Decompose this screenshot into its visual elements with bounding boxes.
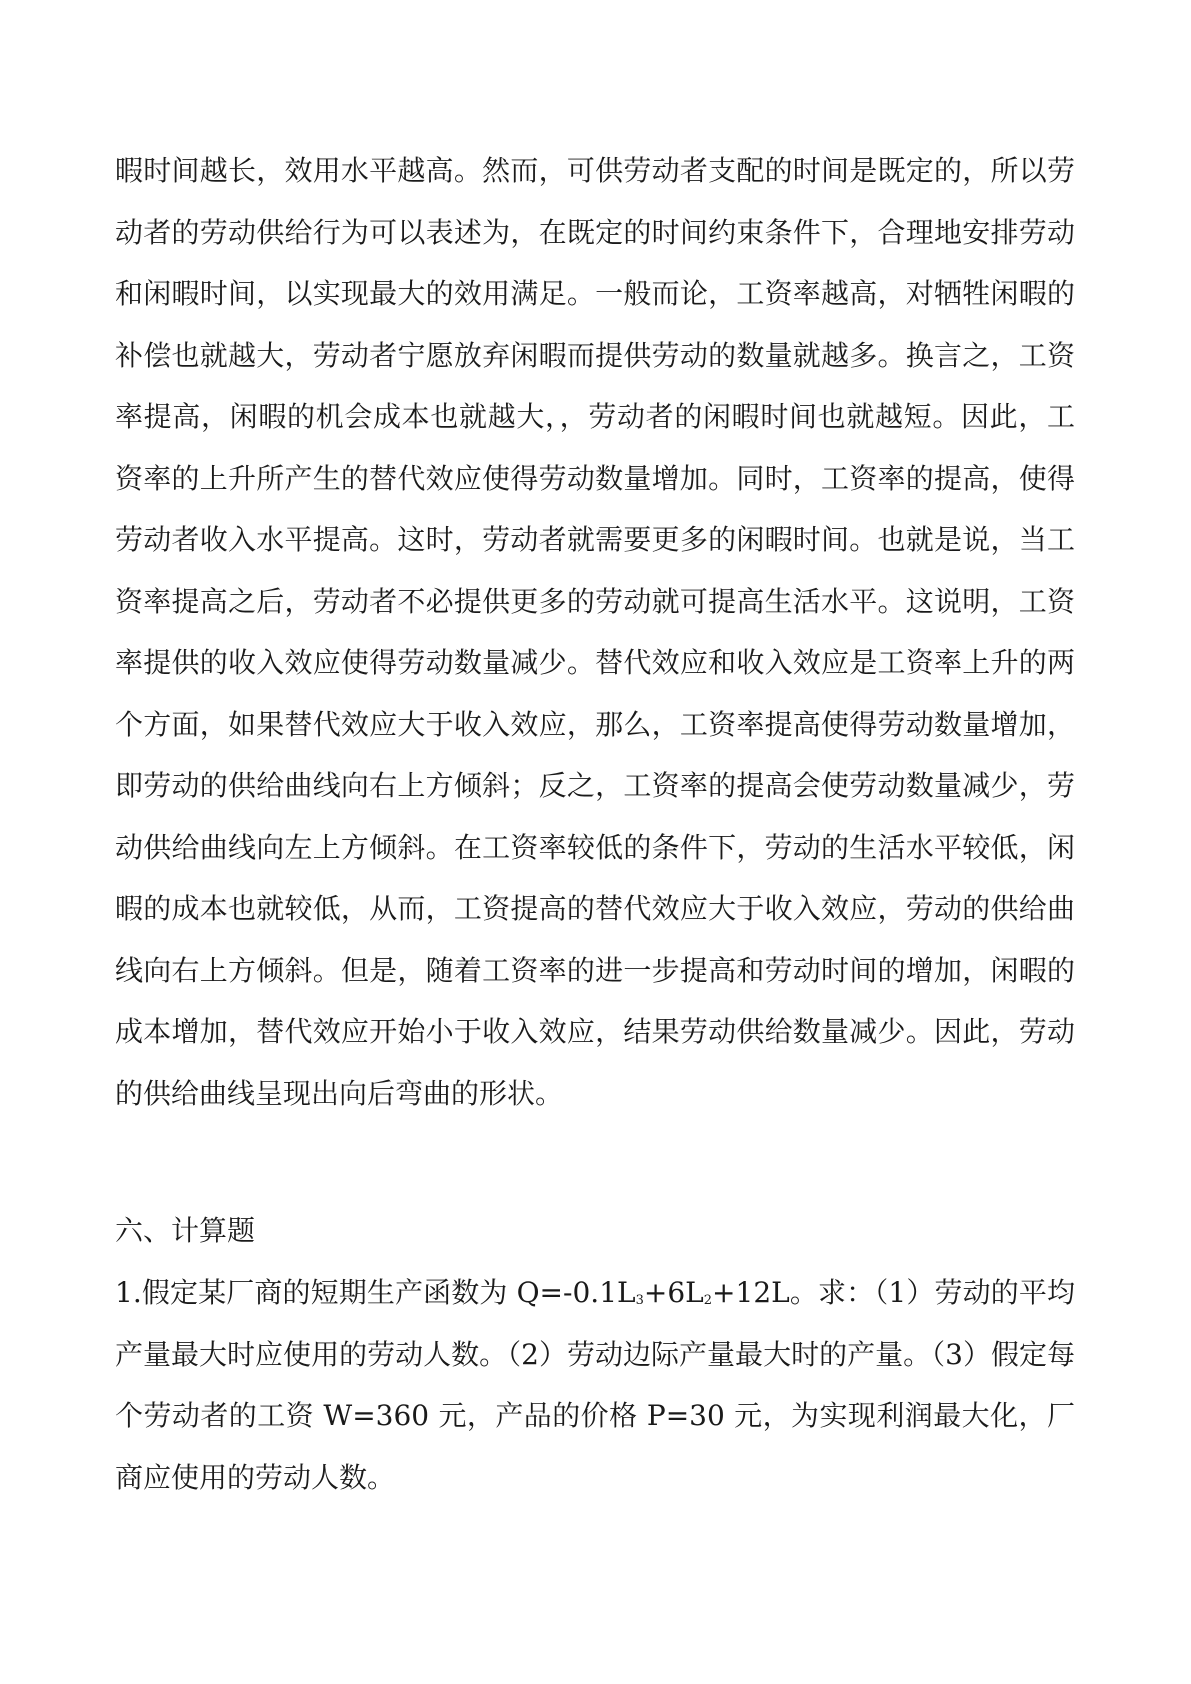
problem-paragraph <box>115 1262 1075 1508</box>
problem-term: +6L <box>643 1276 704 1309</box>
problem-intro: 1.假定某厂商的短期生产函数为 Q=-0.1L <box>115 1276 636 1309</box>
body-paragraph: 暇时间越长，效用水平越高。然而，可供劳动者支配的时间是既定的，所以劳动者的劳动供给行为可以表述为，在既定的时间约束条件下，合理地安排劳动和闲暇时间，以实现最大的效用满足。一般而论，工资率越高，对牺牲闲暇的补偿也就越大，劳动者宁愿放弃闲暇而提供劳动的数量就越多。换言之，工资率提高，闲暇的机会成本也就越大，，劳动者的闲暇时间也就越短。因此，工资率的上升所产生的替代效应使得劳动数量增加。同时，工资率的提高，使得劳动者收入水平提高。这时，劳动者就需要更多的闲暇时间。也就是说，当工资率提高之后，劳动者不必提供更多的劳动就可提高生活水平。这说明，工资率提供的收入效应使得劳动数量减少。替代效应和收入效应是工资率上升的两个方面，如果替代效应大于收入效应，那么，工资率提高使得劳动数量增加，即劳动的供给曲线向右上方倾斜；反之，工资率的提高会使劳动数量减少，劳动供给曲线向左上方倾斜。在工资率较低的条件下，劳动的生活水平较低，闲暇的成本也就较低，从而，工资提高的替代效应大于收入效应，劳动的供给曲线向右上方倾斜。但是，随着工资率的进一步提高和劳动时间的增加，闲暇的成本增加，替代效应开始小于收入效应，结果劳动供给数量减少。因此，劳动的供给曲线呈现出向后弯曲的形状。 <box>115 154 1075 1110</box>
exponent-3: 3 <box>635 1293 644 1308</box>
exponent-2: 2 <box>703 1293 713 1308</box>
problem-text: +12L。求：（1）劳动的平均产量最大时应使用的劳动人数。（2）劳动边际产量最大时的产量。（3）假定每个劳动者的工资 W=360 元，产品的价格 P=30 元，为实现利润最大化，厂商应使用的劳动人数。 <box>115 1276 1076 1494</box>
section-heading: 六、计算题 <box>115 1214 256 1247</box>
